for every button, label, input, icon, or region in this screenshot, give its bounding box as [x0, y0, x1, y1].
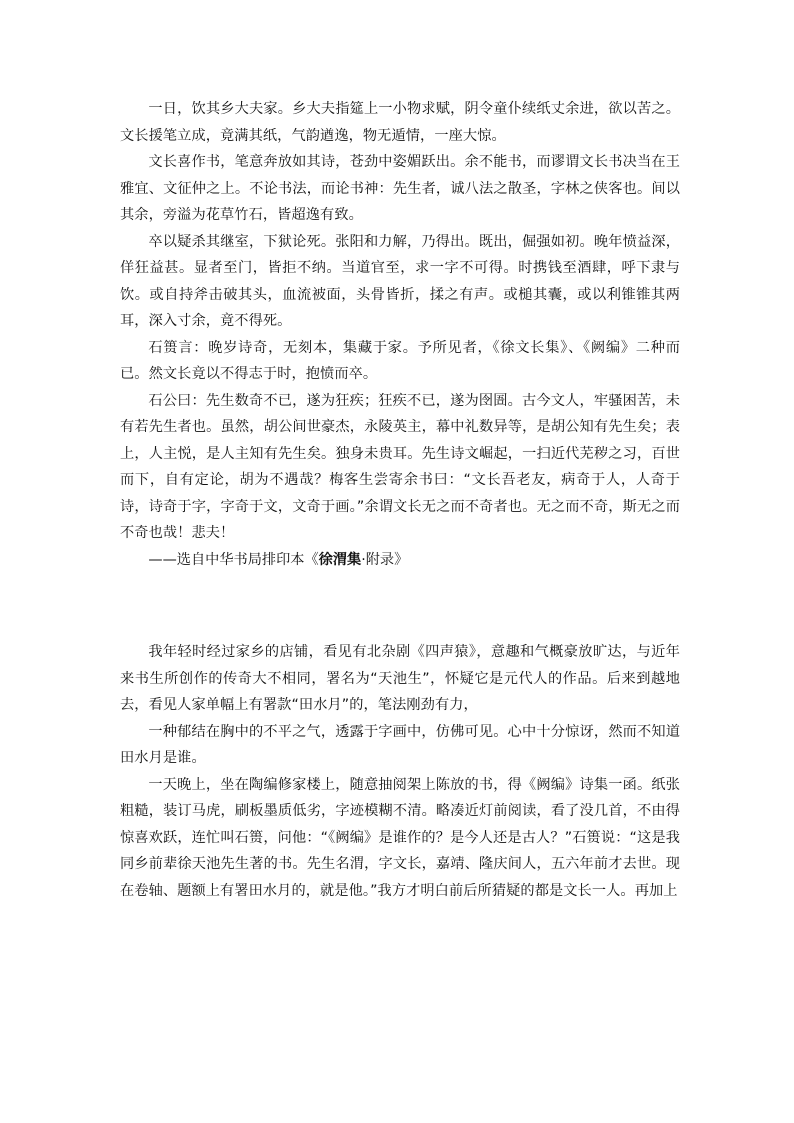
paragraph-1: 一日，饮其乡大夫家。乡大夫指筵上一小物求赋，阴令童仆续纸丈余进，欲以苦之。文长援笔立成，竟满其纸，气韵遒逸，物无遁情，一座大惊。: [120, 101, 680, 144]
paragraph-5: 石公曰：先生数奇不已，遂为狂疾；狂疾不已，遂为囹圄。古今文人，牢骚困苦，未有若先生者也。虽然，胡公间世豪杰，永陵英主，幕中礼数异等，是胡公知有先生矣；表上，人主悦，是人主知有先生矣。独身未贵耳。先生诗文崛起，一扫近代芜秽之习，百世而下，自有定论，胡为不遇哉？梅客生尝寄余书曰：“文长吾老友，病奇于人，人奇于诗，诗奇于字，字奇于文，文奇于画。”余谓文长无之而不奇者也。无之而不奇，斯无之而不奇也哉！悲夫！: [120, 392, 680, 541]
paragraph-2: 文长喜作书，笔意奔放如其诗，苍劲中姿媚跃出。余不能书，而谬谓文长书决当在王雅宜、文征仲之上。不论书法，而论书神：先生者，诚八法之散圣，字林之侠客也。间以其余，旁溢为花草竹石，皆超逸有致。: [120, 154, 680, 223]
source-title: 徐渭集: [318, 551, 362, 568]
translation-paragraph-2: 一种郁结在胸中的不平之气，透露于字画中，仿佛可见。心中十分惊讶，然而不知道田水月是谁。: [120, 723, 680, 766]
source-prefix: ——选自中华书局排印本《: [148, 551, 319, 568]
translation-paragraph-3: 一天晚上，坐在陶编修家楼上，随意抽阅架上陈放的书，得《阙编》诗集一函。纸张粗糙，装订马虎，刷板墨质低劣，字迹模糊不清。略凑近灯前阅读，看了没几首，不由得惊喜欢跃，连忙叫石篑，问他：“《阙编》是谁作的？是今人还是古人？”石篑说：“这是我同乡前辈徐天池先生著的书。先生名渭，字文长，嘉靖、隆庆间人，五六年前才去世。现在卷轴、题额上有署田水月的，就是他。”我方才明白前后所猜疑的都是文长一人。再加上: [120, 776, 680, 899]
translation-paragraph-1: 我年轻时经过家乡的店铺，看见有北杂剧《四声猿》，意趣和气概豪放旷达，与近年来书生所创作的传奇大不相同，署名为“天池生”，怀疑它是元代人的作品。后来到越地去，看见人家单幅上有署款“田水月”的，笔法刚劲有力，: [120, 644, 680, 713]
document-page: [120, 96, 680, 904]
section-gap: [120, 573, 680, 639]
source-citation: [120, 547, 680, 574]
paragraph-3: 卒以疑杀其继室，下狱论死。张阳和力解，乃得出。既出，倔强如初。晚年愤益深，佯狂益甚。显者至门，皆拒不纳。当道官至，求一字不可得。时携钱至酒肆，呼下隶与饮。或自持斧击破其头，血流被面，头骨皆折，揉之有声。或槌其囊，或以利锥锥其两耳，深入寸余，竟不得死。: [120, 233, 680, 329]
source-suffix: ·附录》: [361, 551, 409, 568]
paragraph-4: 石篑言：晚岁诗奇，无刻本，集藏于家。予所见者，《徐文长集》、《阙编》二种而已。然文长竟以不得志于时，抱愤而卒。: [120, 339, 680, 382]
